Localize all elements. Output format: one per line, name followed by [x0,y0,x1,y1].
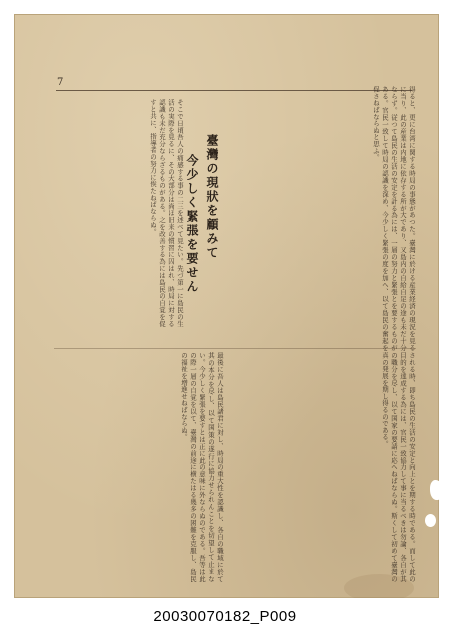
article-subtitle: 今少しく緊張を要せん [185,154,199,294]
text-column-upper-right: 得ると、更に台湾に関する時局の事態があつた。臺灣に於ける産業経済の現況を見るに当り、此の産業は内地に依存する所が大であり、又島内の自給自足の途も未だ十分ならず。従つて島民の生活の安定を計る為には、一層の努力と緊張とを要するものがある。官民一致して時局の認識を深め、今少しく緊張の度を加へ、以て島民の奮起を促さねばならぬと思ふ。 [372,86,416,351]
article-title: 臺灣の現狀を顧みて [205,134,219,260]
document-page [14,14,439,598]
section-divider [54,348,416,349]
paper-damage-hole [425,514,436,527]
image-caption: 20030070182_P009 [153,608,297,625]
page-number: 7 [57,77,64,88]
paper-damage-hole [430,480,439,500]
text-column-upper-left: そこで日頃吾人の痛感する事の二三を述べて見たい。先づ第一に島民の生活の実際を見るに、その大部分は尚ほ旧来の慣習に囚はれ、時局に対する認識も未だ充分ならざるものがある。之を改善する為には島民の自覚を促すと共に、指導者の努力に俟たねばならぬ。 [149,99,184,327]
paper-stain [344,574,414,598]
text-column-lower-left: 最後に吾人は島民諸君に対し、時局の重大性を認識し、各自の職域に於て其の本分を尽し、以て国策の遂行に協力せられんことを切望して止まない。今少しく緊張を要すとは正に此の意味に外ならぬのである。吾等は此の際一層の自覚を以て、臺灣の前途に横たはる幾多の困難を克服し、島民の福祉を増進せねばならぬ。 [180,352,224,582]
text-column-lower-right: される時、即ち島民の生活の安定と向上とを期する時である。而して此の目的を達成する為には、官民一致協力して事に当るべきは勿論、各自が其の職分を尽し、以て国家の要請に応へねばならぬ。斯くして初めて臺灣の真の発展を期し得るのである。 [381,352,416,582]
